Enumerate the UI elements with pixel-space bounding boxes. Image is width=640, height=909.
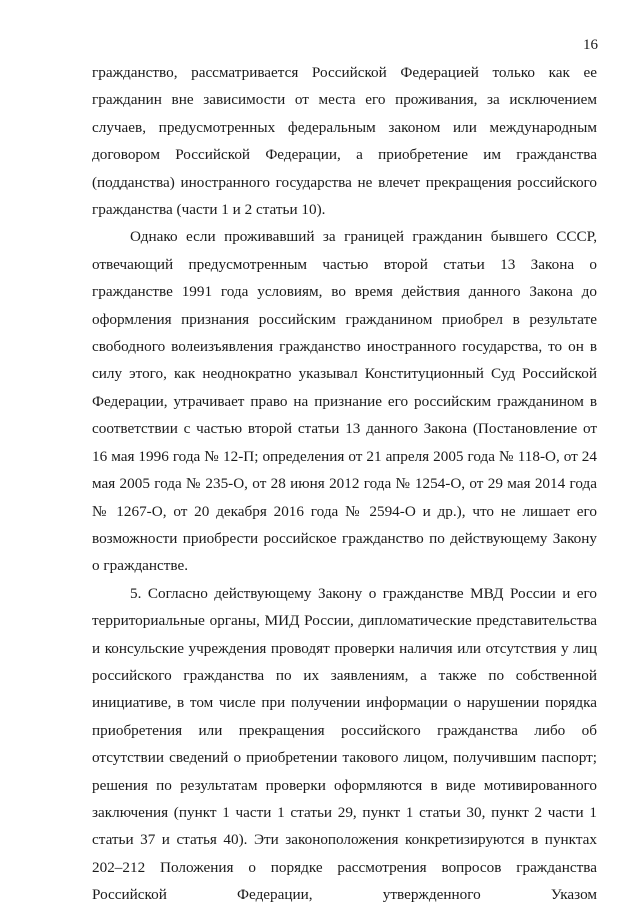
document-body (92, 59, 597, 909)
paragraph-section-5: 5. Согласно действующему Закону о гражданстве МВД России и его территориальные органы, МИД России, дипломатические представительства и консульские учреждения проводят проверки наличия или отсутствия у лиц российского гражданства по их заявлениям, а также по собственной инициативе, в том числе при получении информации о нарушении порядка приобретения или прекращения российского гражданства либо об отсутствии сведений о приобретении такового лицом, получившим паспорт; решения по результатам проверки оформляются в виде мотивированного заключения (пункт 1 части 1 статьи 29, пункт 1 статьи 30, пункт 2 части 1 статьи 37 и статья 40). Эти законоположения конкретизируются в пунктах 202–212 Положения о порядке рассмотрения вопросов гражданства Российской Федерации, утвержденного Указом (92, 584, 597, 904)
paragraph-former-ussr-citizens: Однако если проживавший за границей гражданин бывшего СССР, отвечающий предусмотренным частью второй статьи 13 Закона о гражданстве 1991 года условиям, во время действия данного Закона до оформления признания российским гражданином приобрел в результате свободного волеизъявления гражданство иностранного государства, то он в силу этого, как неоднократно указывал Конституционный Суд Российской Федерации, утрачивает право на признание его российским гражданином в соответствии с частью второй статьи 13 данного Закона (Постановление от 16 мая 1996 года № 12-П; определения от 21 апреля 2005 года № 118-О, от 24 мая 2005 года № 235-О, от 28 июня 2012 года № 1254-О, от 29 мая 2014 года № 1267-О, от 20 декабря 2016 года № 2594-О и др.), что не лишает его возможности приобрести российское гражданство по действующему Закону о гражданстве. (92, 228, 597, 575)
page-number: 16 (583, 37, 598, 53)
paragraph-continuation: гражданство, рассматривается Российской Федерацией только как ее гражданин вне зависимости от места его проживания, за исключением случаев, предусмотренных федеральным законом или международным договором Российской Федерации, а приобретение им гражданства (подданства) иностранного государства не влечет прекращения российского гражданства (части 1 и 2 статьи 10). (92, 64, 597, 219)
